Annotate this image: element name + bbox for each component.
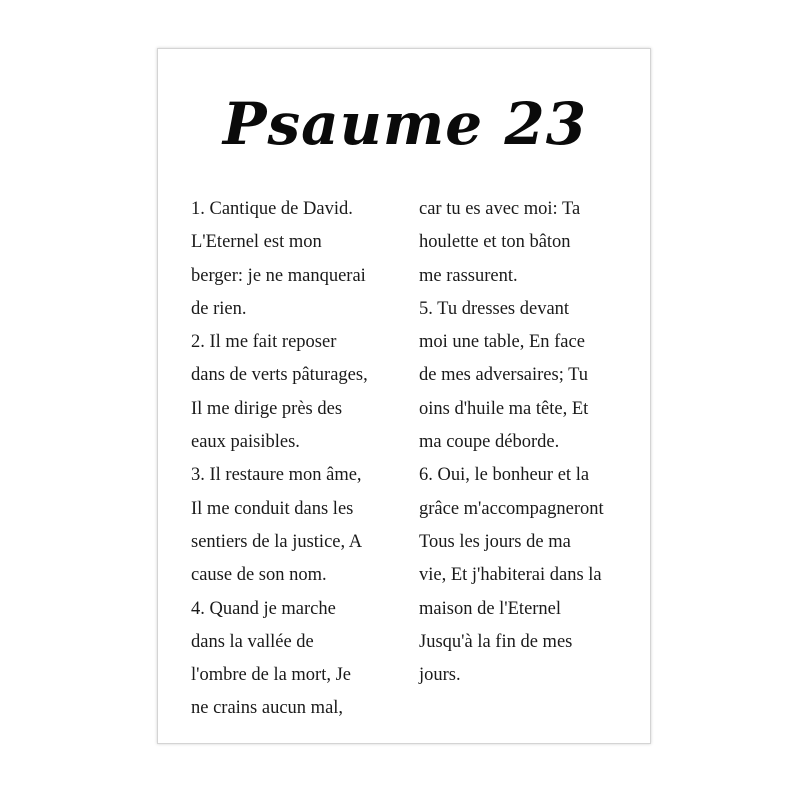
verse-line: me rassurent. <box>419 265 518 286</box>
verse-line: de rien. <box>191 298 247 319</box>
verse-line: dans la vallée de <box>191 631 314 652</box>
verse-line: 1. Cantique de David. <box>191 199 353 219</box>
verse-line: eaux paisibles. <box>191 432 300 453</box>
verse-line: vie, Et j'habiterai dans la <box>419 565 602 586</box>
verse-line: Il me dirige près des <box>191 398 343 419</box>
verse-line: berger: je ne manquerai <box>191 265 366 286</box>
verse-line: moi une table, En face <box>419 332 585 353</box>
verse-line: 2. Il me fait reposer <box>191 332 337 353</box>
left-column <box>191 193 406 726</box>
verse-line: l'ombre de la mort, Je <box>191 665 352 686</box>
verse-line: 3. Il restaure mon âme, <box>191 465 362 486</box>
verse-line: cause de son nom. <box>191 565 327 586</box>
verse-line: 4. Quand je marche <box>191 598 336 619</box>
psalm-poster <box>157 48 651 744</box>
verse-line: 5. Tu dresses devant <box>419 298 570 319</box>
verse-line: de mes adversaires; Tu <box>419 365 589 386</box>
right-column <box>419 193 644 692</box>
verse-line: oins d'huile ma tête, Et <box>419 398 589 419</box>
verse-line: ne crains aucun mal, <box>191 698 344 719</box>
verse-line: L'Eternel est mon <box>191 232 322 253</box>
verse-line: dans de verts pâturages, <box>191 365 368 386</box>
verse-line: grâce m'accompagneront <box>419 498 604 519</box>
verse-line: ma coupe déborde. <box>419 432 560 453</box>
verse-line: Jusqu'à la fin de mes <box>419 631 573 652</box>
verse-line: houlette et ton bâton <box>419 232 571 253</box>
verse-line: Il me conduit dans les <box>191 498 354 519</box>
verse-line: jours. <box>419 665 461 686</box>
poster-title: Psaume 23 <box>222 90 588 158</box>
verse-line: car tu es avec moi: Ta <box>419 199 581 219</box>
verse-line: maison de l'Eternel <box>419 598 562 619</box>
verse-line: 6. Oui, le bonheur et la <box>419 465 590 486</box>
verse-line: Tous les jours de ma <box>419 531 571 552</box>
verse-line: sentiers de la justice, A <box>191 531 363 552</box>
